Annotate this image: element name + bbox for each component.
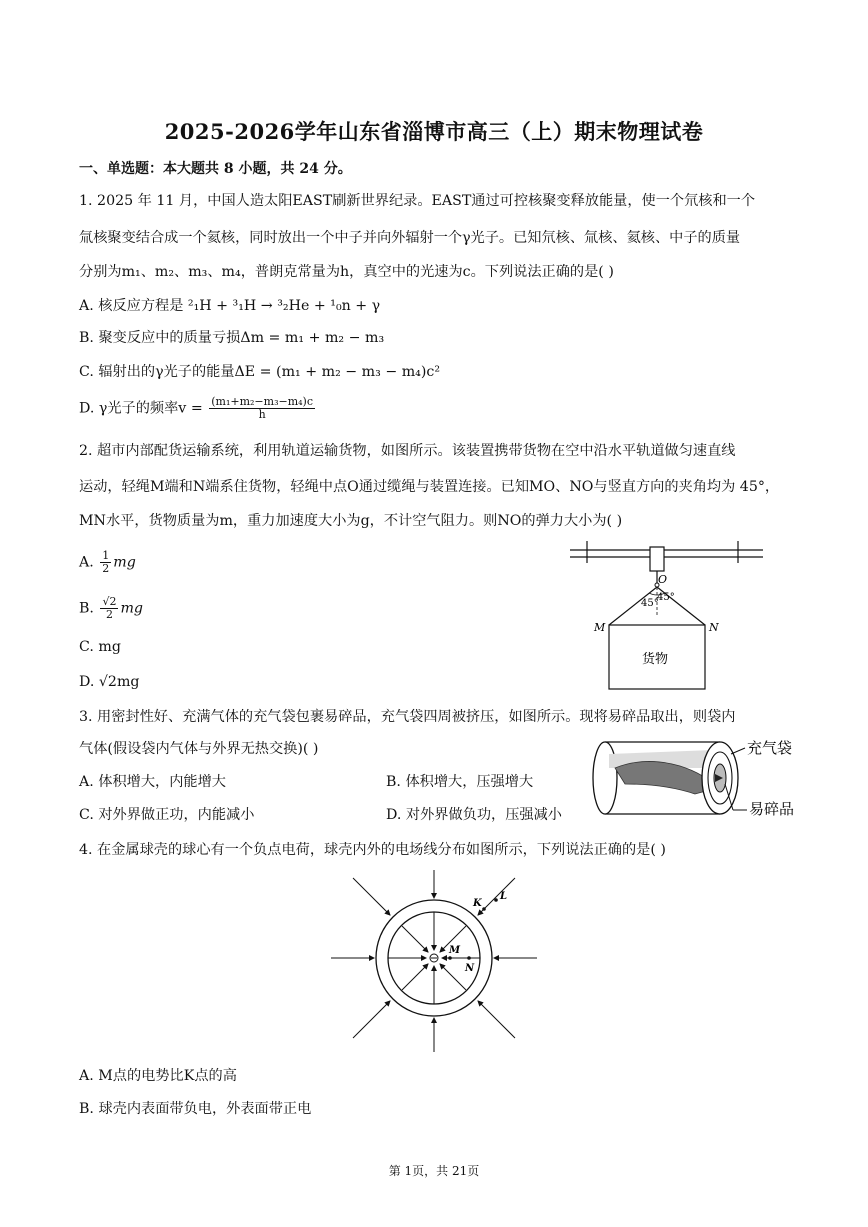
q1-stem-line3: 分别为m₁、m₂、m₃、m₄，普朗克常量为h，真空中的光速为c。下列说法正确的是( ) <box>79 264 614 280</box>
label-k: K <box>473 898 482 909</box>
fraction-numerator: 1 <box>102 549 110 562</box>
fraction-numerator: (m₁+m₂−m₃−m₄)c <box>211 395 313 408</box>
q1-option-d-prefix: D. γ光子的频率v = <box>79 400 203 417</box>
bag-left-end <box>593 742 617 814</box>
point-l <box>494 898 498 902</box>
label-item: 易碎品 <box>749 800 795 818</box>
q3-option-b: B. 体积增大，压强增大 <box>386 774 534 790</box>
label-cargo: 货物 <box>642 652 669 667</box>
fraction-numerator: √2 <box>102 595 117 608</box>
carrier-device <box>650 547 664 571</box>
q2-figure <box>565 535 765 695</box>
q2-stem-line1: 2. 超市内部配货运输系统，利用轨道运输货物，如图所示。该装置携带货物在空中沿水平轨道做匀速直线 <box>79 443 736 459</box>
fraction-denominator: 2 <box>105 608 113 621</box>
q4-stem-line1: 4. 在金属球壳的球心有一个负点电荷，球壳内外的电场线分布如图所示，下列说法正确的是( ) <box>79 842 666 858</box>
label-m: M <box>594 621 606 634</box>
q1-option-c: C. 辐射出的γ光子的能量ΔE = (m₁ + m₂ − m₃ − m₄)c² <box>79 364 441 380</box>
point-k <box>482 907 486 911</box>
option-a-unit: mg <box>113 554 136 571</box>
label-angle-left: 45° <box>641 598 659 609</box>
q1-stem-line1: 1. 2025 年 11 月，中国人造太阳EAST刷新世界纪录。EAST通过可控核聚变释放能量，使一个氘核和一个 <box>79 193 756 209</box>
fraction-denominator: h <box>258 408 266 421</box>
point-m <box>448 956 452 960</box>
label-m: M <box>449 945 461 956</box>
label-o: O <box>658 573 668 586</box>
q4-option-a: A. M点的电势比K点的高 <box>79 1068 237 1084</box>
q3-stem-line2: 气体(假设袋内气体与外界无热交换)( ) <box>79 741 319 757</box>
option-letter: B. <box>79 600 94 617</box>
q2-option-b-fraction <box>100 596 118 621</box>
label-angle-right: 45° <box>657 592 675 603</box>
option-b-unit: mg <box>120 600 144 617</box>
q2-option-a-fraction <box>100 550 111 575</box>
q1-option-b: B. 聚变反应中的质量亏损Δm = m₁ + m₂ − m₃ <box>79 330 385 346</box>
page-title: 2025-2026学年山东省淄博市高三（上）期末物理试卷 <box>164 119 704 144</box>
q1-option-a: A. 核反应方程是 ²₁H + ³₁H → ³₂He + ¹₀n + γ <box>79 298 381 314</box>
option-letter: A. <box>79 554 94 571</box>
page-footer: 第 1页，共 21页 <box>388 1164 480 1178</box>
q2-option-a <box>79 550 136 575</box>
q2-stem-line2: 运动，轻绳M端和N端系住货物，轻绳中点O通过缆绳与装置连接。已知MO、NO与竖直方向的夹角均为 45°， <box>79 479 780 495</box>
q2-stem-line3: MN水平，货物质量为m，重力加速度大小为g，不计空气阻力。则NO的弹力大小为( ) <box>79 513 623 529</box>
q3-figure <box>585 728 805 828</box>
point-n <box>467 956 471 960</box>
q1-stem-line2: 氚核聚变结合成一个氦核，同时放出一个中子并向外辐射一个γ光子。已知氘核、氚核、氦核、中子的质量 <box>79 230 741 246</box>
q3-option-c: C. 对外界做正功，内能减小 <box>79 807 255 823</box>
q2-option-c: C. mg <box>79 639 121 655</box>
label-n: N <box>465 963 475 974</box>
q2-option-b <box>79 596 143 621</box>
q1-option-d-fraction <box>209 396 315 421</box>
section-heading: 一、单选题：本大题共 8 小题，共 24 分。 <box>79 161 352 177</box>
q4-figure <box>323 866 545 1056</box>
q3-stem-line1: 3. 用密封性好、充满气体的充气袋包裹易碎品，充气袋四周被挤压，如图所示。现将易碎品取出，则袋内 <box>79 709 736 725</box>
q2-option-d: D. √2mg <box>79 674 140 690</box>
q3-option-a: A. 体积增大，内能增大 <box>79 774 226 790</box>
q4-option-b: B. 球壳内表面带负电，外表面带正电 <box>79 1101 312 1117</box>
label-l: L <box>500 891 508 902</box>
fraction-denominator: 2 <box>102 562 110 575</box>
q3-option-d: D. 对外界做负功，压强减小 <box>386 807 562 823</box>
q1-option-d <box>79 396 317 421</box>
label-n: N <box>709 621 719 634</box>
label-bag: 充气袋 <box>747 739 793 757</box>
bag-pointer <box>731 748 745 754</box>
